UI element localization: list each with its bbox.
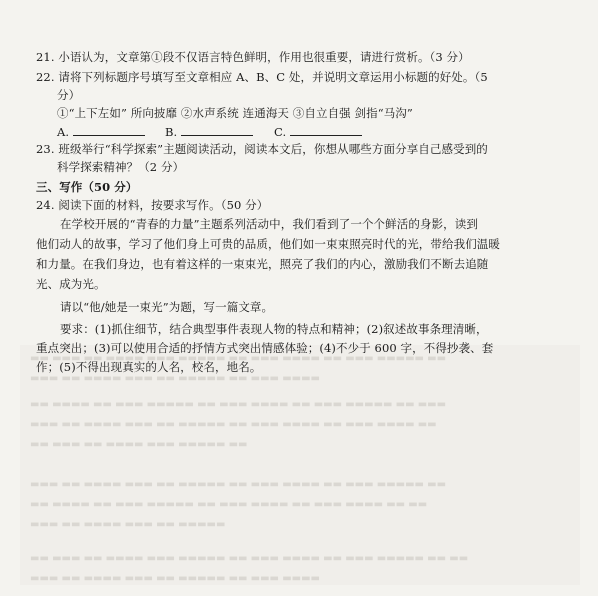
question-21: 21. 小语认为，文章第①段不仅语言特色鲜明，作用也很重要，请进行赏析。（3 分） [36, 50, 470, 64]
question-23-cont: 科学探索精神？（2 分） [57, 160, 185, 174]
section-title-writing: 三、写作（50 分） [36, 180, 138, 194]
material-paragraph: 在学校开展的“青春的力量”主题系列活动中，我们看到了一个个鲜活的身影，读到 [60, 217, 478, 231]
bleed-through-text: ▬▬ ▬▬▬ ▬▬ ▬▬▬▬ ▬▬▬ ▬▬▬▬▬ ▬▬ [30, 439, 248, 450]
question-22-options: ①“上下左如” 所向披靡 ②水声系统 连通海天 ③自立自强 剑指“马沟” [57, 106, 413, 120]
bleed-through-text: ▬▬ ▬▬▬▬ ▬▬ ▬▬▬ ▬▬▬▬▬ ▬▬ ▬▬▬ ▬▬▬▬ ▬▬ ▬▬▬ ▬▬▬▬ ▬▬ ▬▬ [30, 499, 428, 510]
bleed-through-text: ▬▬▬ ▬▬ ▬▬▬▬ ▬▬▬ ▬▬ ▬▬▬▬▬ ▬▬ ▬▬▬ ▬▬▬▬ [30, 573, 320, 584]
writing-prompt: 请以“他/她是一束光”为题，写一篇文章。 [60, 300, 274, 314]
blank-label-b: B. [165, 125, 178, 139]
material-paragraph: 和力量。在我们身边，也有着这样的一束束光，照亮了我们的内心，激励我们不断去追随 [36, 257, 489, 271]
bleed-through-text: ▬▬▬ ▬▬ ▬▬▬▬ ▬▬▬ ▬▬ ▬▬▬▬▬ ▬▬ ▬▬▬ ▬▬▬▬ ▬▬ ▬▬▬ ▬▬▬▬▬ ▬▬ [30, 479, 447, 490]
blank-line-a[interactable] [73, 124, 145, 136]
bleed-through-text: ▬▬ ▬▬▬ ▬▬ ▬▬▬▬ ▬▬▬ ▬▬▬▬▬ ▬▬ ▬▬▬ ▬▬▬▬ ▬▬ ▬▬▬ ▬▬▬▬▬ ▬▬ ▬▬ [30, 553, 469, 564]
question-22: 22. 请将下列标题序号填写至文章相应 A、B、C 处，并说明文章运用小标题的好处。（5 [36, 70, 488, 84]
writing-requirements: 重点突出；(3)可以使用合适的抒情方式突出情感体验；(4)不少于 600 字，不得抄袭、套 [36, 341, 494, 355]
blank-label-c: C. [274, 125, 287, 139]
writing-requirements: 要求：(1)抓住细节，结合典型事件表现人物的特点和精神；(2)叙述故事条理清晰， [60, 322, 488, 336]
writing-requirements: 作；(5)不得出现真实的人名，校名，地名。 [36, 360, 262, 374]
question-22-cont: 分） [57, 88, 81, 102]
answer-blank-a[interactable] [57, 124, 145, 140]
bleed-through-text: ▬▬ ▬▬▬▬ ▬▬ ▬▬▬ ▬▬▬▬▬ ▬▬ ▬▬▬ ▬▬▬▬ ▬▬ ▬▬▬ ▬▬▬▬▬ ▬▬ ▬▬▬ [30, 399, 447, 410]
blank-line-c[interactable] [290, 124, 362, 136]
bleed-through-text: ▬▬ ▬▬▬ ▬▬ ▬▬▬▬ ▬▬▬ ▬▬▬▬▬ ▬▬ ▬▬▬ ▬▬▬▬ ▬▬ ▬▬▬ ▬▬▬▬▬ ▬▬ [30, 353, 447, 364]
bleed-through-text: ▬▬▬ ▬▬ ▬▬▬▬ ▬▬▬ ▬▬ ▬▬▬▬▬ [30, 519, 226, 530]
blank-line-b[interactable] [181, 124, 253, 136]
blank-label-a: A. [57, 125, 70, 139]
material-paragraph: 光、成为光。 [36, 277, 106, 291]
question-24: 24. 阅读下面的材料，按要求写作。（50 分） [36, 198, 269, 212]
answer-blank-b[interactable] [165, 124, 253, 140]
material-paragraph: 他们动人的故事，学习了他们身上可贵的品质，他们如一束束照亮时代的光，带给我们温暖 [36, 237, 500, 251]
question-23: 23. 班级举行“科学探索”主题阅读活动，阅读本文后，你想从哪些方面分享自己感受到的 [36, 142, 488, 156]
answer-blank-c[interactable] [274, 124, 362, 140]
bleed-through-text: ▬▬▬ ▬▬ ▬▬▬▬ ▬▬▬ ▬▬ ▬▬▬▬▬ ▬▬ ▬▬▬ ▬▬▬▬ ▬▬ ▬▬▬ ▬▬▬▬ ▬▬ [30, 419, 437, 430]
bleed-through-text: ▬▬▬ ▬▬ ▬▬▬▬ ▬▬▬ ▬▬ ▬▬▬▬▬ ▬▬ ▬▬▬ ▬▬▬▬ [30, 373, 320, 384]
